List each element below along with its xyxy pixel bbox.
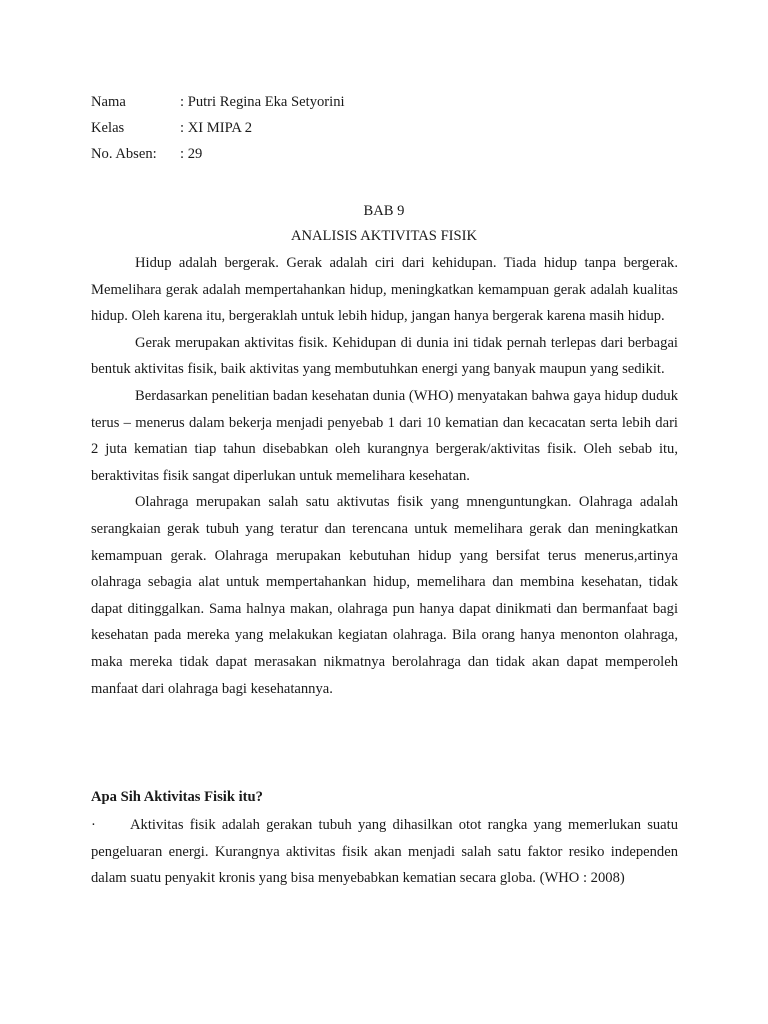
- student-info: [91, 92, 491, 170]
- paragraph: Olahraga merupakan salah satu aktivutas fisik yang mnenguntungkan. Olahraga adalah serangkaian gerak tubuh yang teratur dan terencana untuk memelihara gerak dan meningkatkan kemampuan gerak. Olahraga merupakan kebutuhan hidup yang bersifat terus menerus,artinya olahraga sebagia alat untuk mempertahankan hidup, memelihara dan membina kesehatan, tidak dapat ditinggalkan. Sama halnya makan, olahraga pun hanya dapat dinikmati dan bermanfaat bagi kesehatan pada mereka yang melakukan kegiatan olahraga. Bila orang hanya menonton olahraga, maka mereka tidak dapat merasakan nikmatnya berolahraga dan tidak akan dapat memperoleh manfaat dari olahraga bagi kesehatannya.: [91, 494, 678, 697]
- body-text: [91, 250, 678, 702]
- paragraph: Gerak merupakan aktivitas fisik. Kehidupan di dunia ini tidak pernah terlepas dari berbagai bentuk aktivitas fisik, baik aktivitas yang membutuhkan energi yang banyak maupun yang sedikit.: [91, 334, 678, 378]
- bullet-text: Aktivitas fisik adalah gerakan tubuh yang dihasilkan otot rangka yang memerlukan suatu pengeluaran energi. Kurangnya aktivitas fisik akan menjadi salah satu faktor resiko independen dalam suatu penyakit kronis yang bisa menyebabkan kematian secara globa. (WHO : 2008): [91, 817, 678, 887]
- section-heading: Apa Sih Aktivitas Fisik itu?: [91, 789, 263, 805]
- bullet-item: [91, 812, 678, 892]
- subject-title: ANALISIS AKTIVITAS FISIK: [290, 228, 478, 244]
- number-row: [91, 144, 491, 170]
- paragraph: Berdasarkan penelitian badan kesehatan dunia (WHO) menyatakan bahwa gaya hidup duduk terus – menerus dalam bekerja menjadi penyebab 1 dari 10 kematian dan kecacatan serta lebih dari 2 juta kematian tiap tahun disebabkan oleh kurangnya bergerak/aktivitas fisik. Oleh sebab itu, beraktivitas fisik sangat diperlukan untuk memelihara kesehatan.: [91, 387, 678, 484]
- number-value: : 29: [180, 146, 203, 162]
- name-row: [91, 92, 491, 118]
- bullet-mark: ·: [91, 817, 96, 833]
- chapter-title: BAB 9: [363, 203, 405, 219]
- name-value: : Putri Regina Eka Setyorini: [180, 94, 345, 110]
- name-label: Nama: [91, 94, 126, 110]
- class-label: Kelas: [91, 120, 125, 136]
- paragraph: Hidup adalah bergerak. Gerak adalah ciri dari kehidupan. Tiada hidup tanpa bergerak. Memelihara gerak adalah mempertahankan hidup, meningkatkan kemampuan gerak adalah kualitas hidup. Oleh karena itu, bergeraklah untuk lebih hidup, jangan hanya bergerak karena masih hidup.: [91, 255, 678, 325]
- class-row: [91, 118, 491, 144]
- chapter-title-wrap: [0, 201, 768, 221]
- number-label: No. Absen:: [91, 146, 157, 162]
- class-value: : XI MIPA 2: [180, 120, 253, 136]
- subject-title-wrap: [0, 226, 768, 246]
